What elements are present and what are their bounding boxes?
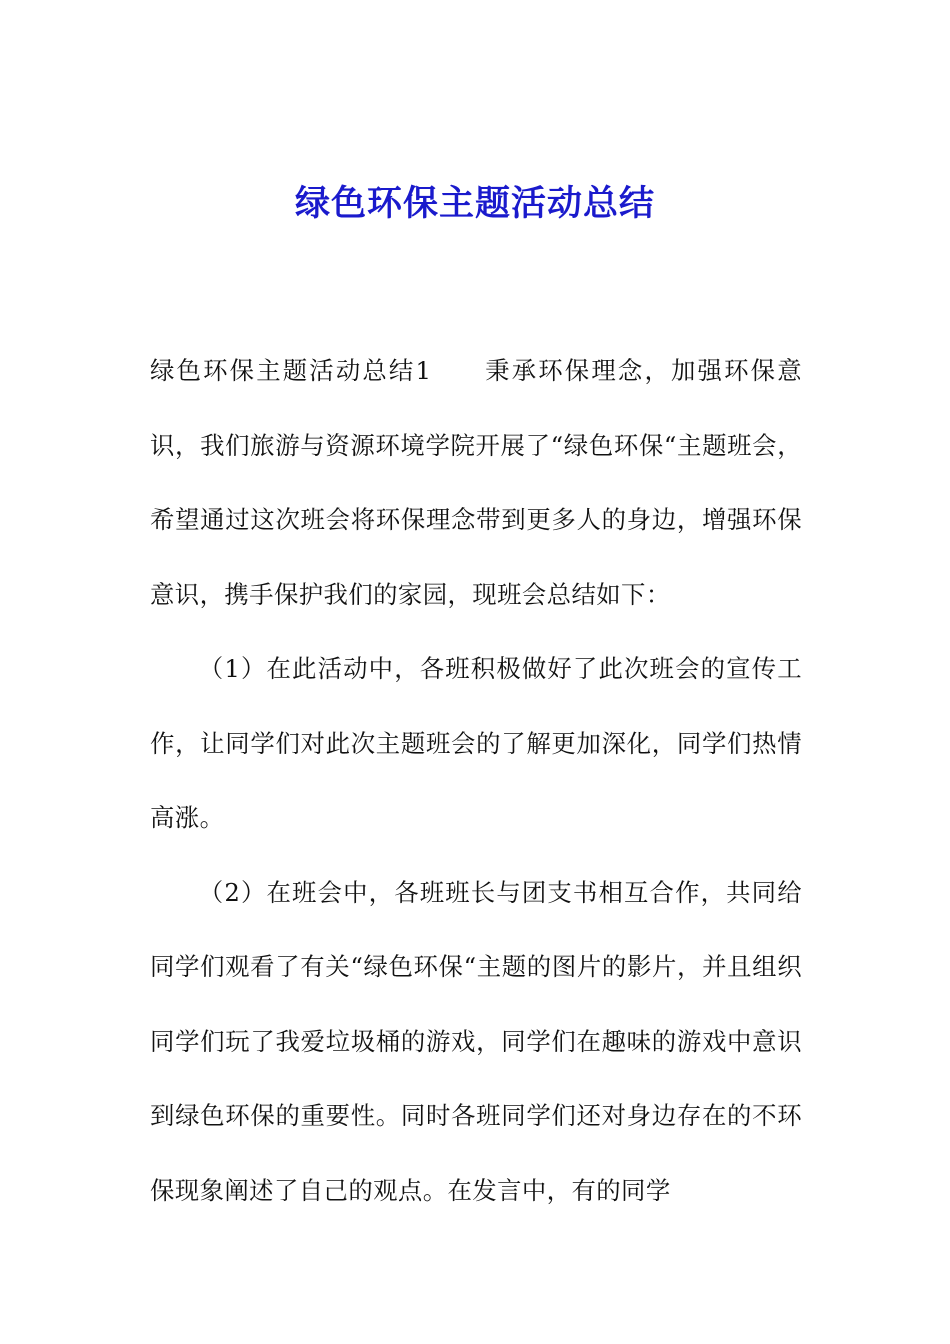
document-title: 绿色环保主题活动总结 [294,183,655,224]
document-body [150,334,802,1228]
paragraph-item-2: （2）在班会中，各班班长与团支书相互合作，共同给同学们观看了有关“绿色环保“主题的图片的影片，并且组织同学们玩了我爱垃圾桶的游戏，同学们在趣味的游戏中意识到绿色环保的重要性。同时各班同学们还对身边存在的不环保现象阐述了自己的观点。在发言中，有的同学 [150,877,802,1205]
paragraph-text: 秉承环保理念，加强环保意识，我们旅游与资源环境学院开展了“绿色环保“主题班会，希望通过这次班会将环保理念带到更多人的身边，增强环保意识，携手保护我们的家园，现班会总结如下： [150,356,802,609]
paragraph-item-1: （1）在此活动中，各班积极做好了此次班会的宣传工作，让同学们对此次主题班会的了解更加深化，同学们热情高涨。 [150,654,802,832]
paragraph-intro [150,334,802,632]
section-heading: 绿色环保主题活动总结1 [150,356,432,385]
